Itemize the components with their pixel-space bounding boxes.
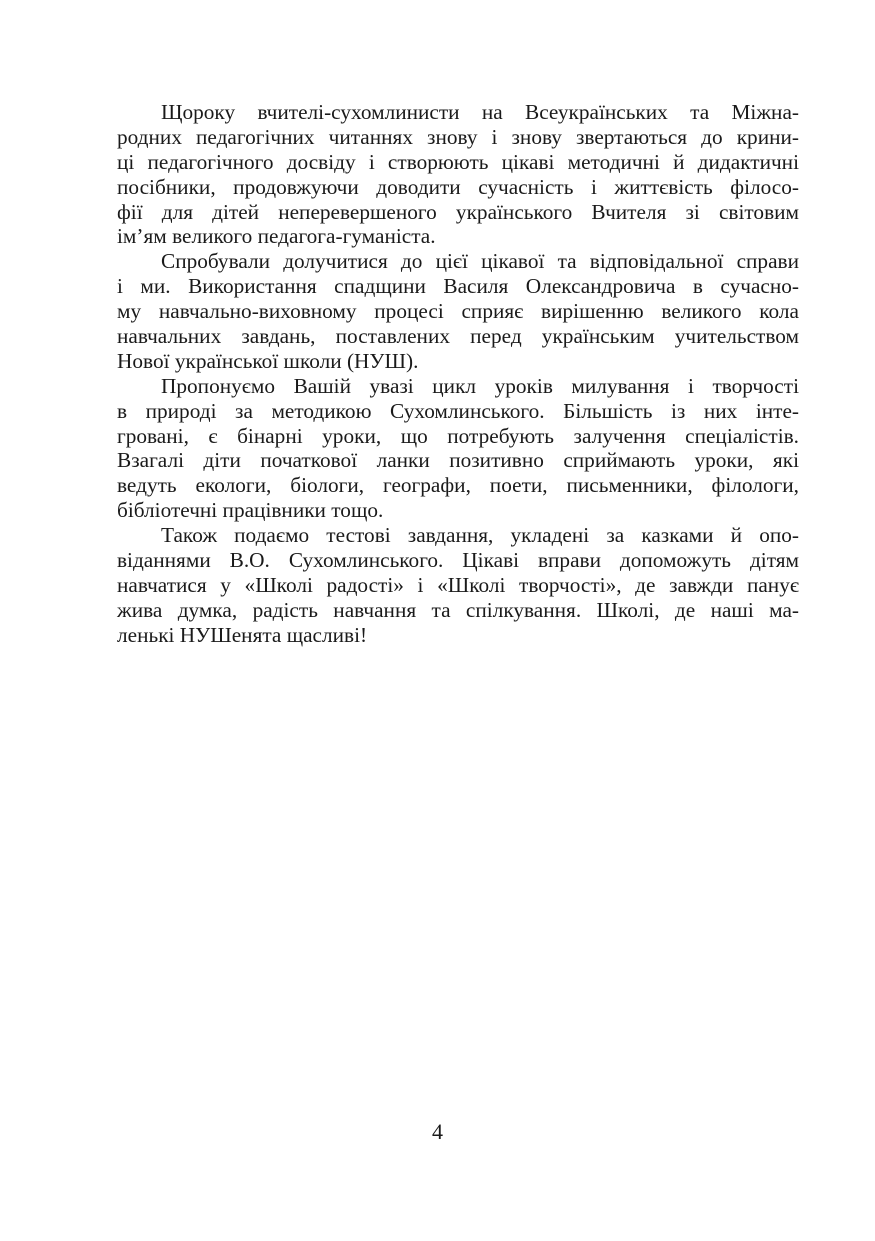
text-line: фії для дітей неперевершеного українського Вчителя зі світовим: [117, 199, 799, 224]
text-line: жива думка, радість навчання та спілкування. Школі, де наші ма-: [117, 597, 799, 622]
text-line: ведуть екологи, біологи, географи, поети, письменники, філологи,: [117, 473, 799, 498]
text-line: Пропонуємо Вашій увазі цикл уроків милування і творчості: [161, 373, 799, 398]
text-line: бібліотечні працівники тощо.: [117, 498, 384, 523]
paragraph-2: [117, 249, 799, 373]
text-line: Щороку вчителі-сухомлинисти на Всеукраїнських та Міжна-: [161, 100, 799, 124]
text-line: ім’ям великого педагога-гуманіста.: [117, 224, 436, 249]
text-line: ленькі НУШенята щасливі!: [117, 622, 368, 647]
text-line: навчальних завдань, поставлених перед українським учительством: [117, 324, 799, 349]
text-line: родних педагогічних читаннях знову і знову звертаються до крини-: [117, 124, 799, 149]
text-line: гровані, є бінарні уроки, що потребують залучення спеціалістів.: [117, 423, 799, 448]
page-body: [117, 100, 799, 648]
text-line: посібники, продовжуючи доводити сучасність і життєвість філосо-: [117, 174, 799, 199]
page-number: 4: [432, 1119, 443, 1144]
text-line: ці педагогічного досвіду і створюють цікаві методичні й дидактичні: [117, 149, 799, 174]
text-line: му навчально-виховному процесі сприяє вирішенню великого кола: [117, 299, 799, 324]
paragraph-1: [117, 100, 799, 249]
text-line: навчатися у «Школі радості» і «Школі творчості», де завжди панує: [117, 572, 799, 597]
paragraph-4: [117, 523, 799, 647]
text-line: Також подаємо тестові завдання, укладені за казками й опо-: [161, 523, 799, 548]
paragraph-3: [117, 374, 799, 523]
text-line: Нової української школи (НУШ).: [117, 348, 419, 373]
text-line: в природі за методикою Сухомлинського. Більшість із них інте-: [117, 398, 799, 423]
text-line: і ми. Використання спадщини Василя Олександровича в сучасно-: [117, 274, 799, 299]
text-line: Спробували долучитися до цієї цікавої та відповідальної справи: [161, 249, 799, 274]
text-line: віданнями В.О. Сухомлинського. Цікаві вправи допоможуть дітям: [117, 548, 799, 573]
text-line: Взагалі діти початкової ланки позитивно сприймають уроки, які: [117, 448, 799, 473]
